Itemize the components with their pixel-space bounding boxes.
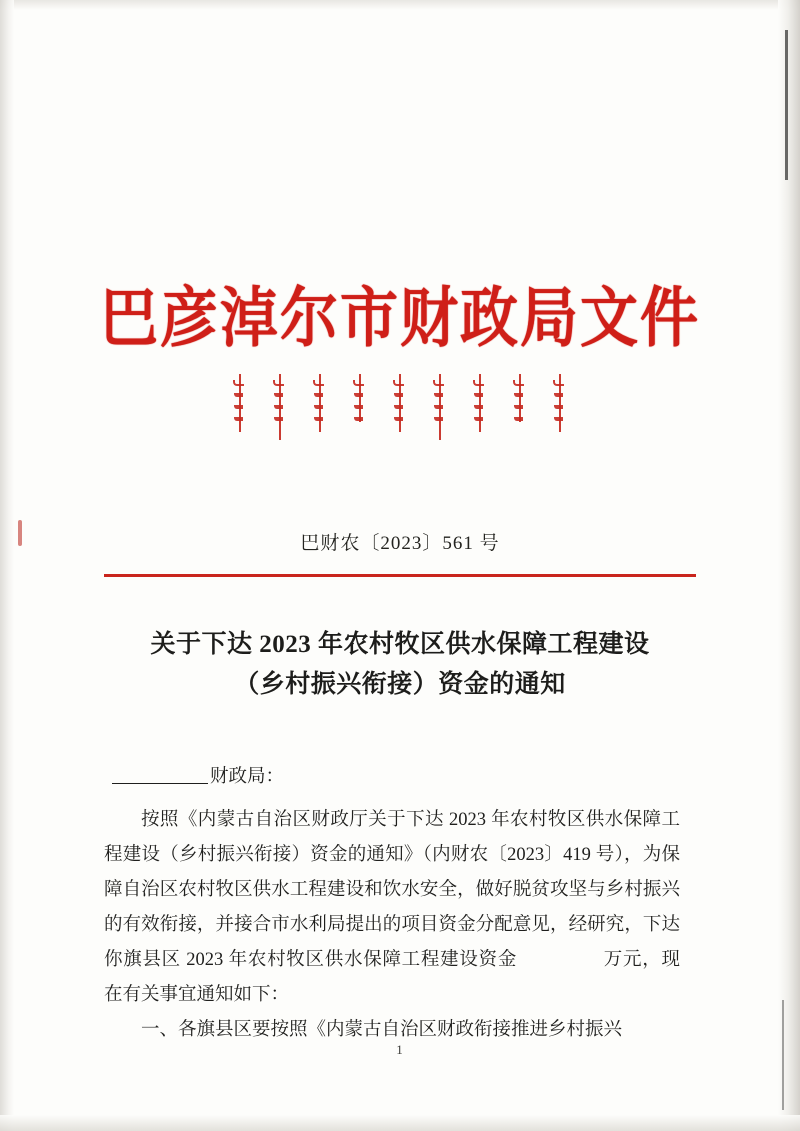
- body-paragraph-1: [104, 803, 680, 1013]
- mongolian-glyph: [473, 372, 487, 434]
- document-title-line-2: （乡村振兴衔接）资金的通知: [234, 671, 566, 698]
- body-paragraph-2: 一、各旗县区要按照《内蒙古自治区财政衔接推进乡村振兴: [141, 1020, 623, 1040]
- document-number: 巴财农〔2023〕561 号: [300, 533, 500, 554]
- issuing-authority-title: 巴彦淖尔市财政局文件: [99, 279, 700, 356]
- mongolian-glyph: [273, 372, 287, 434]
- mongolian-glyph: [393, 372, 407, 434]
- scan-edge-left: [0, 0, 14, 1131]
- mongolian-glyph: [353, 372, 367, 434]
- mongolian-glyph: [553, 372, 567, 434]
- mongolian-glyph: [233, 372, 247, 434]
- body-paragraph-1-tail: 万元，现在有关事宜通知如下：: [104, 950, 680, 1005]
- mongolian-script-line: [0, 372, 800, 434]
- recipient-blank: [112, 763, 208, 784]
- scan-edge-right: [778, 0, 800, 1131]
- mongolian-glyph: [513, 372, 527, 434]
- mongolian-glyph: [313, 372, 327, 434]
- scan-edge-top: [0, 0, 800, 10]
- page-number: 1: [396, 1042, 404, 1057]
- document-body: [104, 760, 680, 1048]
- red-separator-rule: [104, 574, 696, 577]
- document-header: [0, 270, 800, 354]
- scan-artifact-bar: [785, 30, 788, 180]
- salutation: [104, 760, 680, 795]
- salutation-text: 财政局：: [210, 767, 285, 787]
- document-title-line-1: 关于下达 2023 年农村牧区供水保障工程建设: [150, 631, 650, 658]
- document-title: [96, 625, 704, 705]
- mongolian-glyph: [433, 372, 447, 434]
- scan-edge-bottom: [0, 1115, 800, 1131]
- body-paragraph-1-text: 按照《内蒙古自治区财政厅关于下达 2023 年农村牧区供水保障工程建设（乡村振兴衔接）资金的通知》（内财农〔2023〕419 号），为保障自治区农村牧区供水工程建设和饮水安全，做好脱贫攻坚与乡村振兴的有效衔接，并接合市水利局提出的项目资金分配意见，经研究，下达你旗县区 2023 年农村牧区供水保障工程建设资金: [104, 810, 680, 970]
